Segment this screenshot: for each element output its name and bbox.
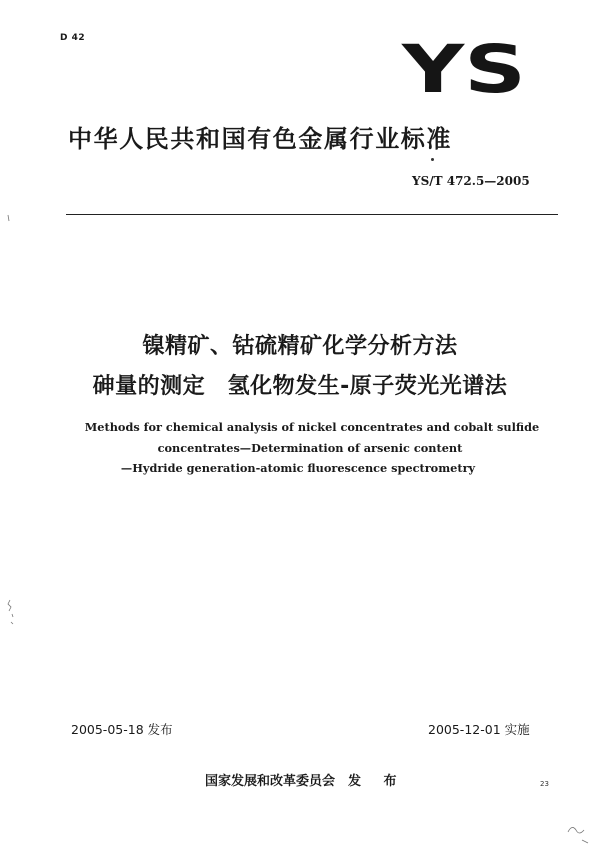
title-english-line-2: concentrates—Determination of arsenic content bbox=[157, 441, 463, 455]
standard-number: YS/T 472.5—2005 bbox=[412, 174, 530, 188]
scan-speck bbox=[568, 827, 584, 833]
title-english-line-1: Methods for chemical analysis of nickel concentrates and cobalt sulfide bbox=[84, 420, 540, 434]
scan-speck bbox=[8, 215, 9, 221]
dot-mark bbox=[431, 158, 434, 161]
header-divider bbox=[66, 214, 558, 215]
classification-code: D 42 bbox=[60, 33, 86, 43]
scan-speck bbox=[8, 600, 11, 611]
ys-logo-text: YS bbox=[400, 36, 526, 96]
organization-title: 中华人民共和国有色金属行业标准 bbox=[68, 125, 452, 153]
implementation-date: 2005-12-01 实施 bbox=[428, 722, 530, 737]
ys-logo bbox=[400, 36, 528, 96]
issue-date: 2005-05-18 发布 bbox=[71, 722, 173, 737]
title-english-line-3: —Hydride generation-atomic fluorescence spectrometry bbox=[120, 461, 476, 475]
title-chinese-line-2: 砷量的测定 氢化物发生-原子荧光光谱法 bbox=[92, 374, 508, 399]
scan-speck bbox=[11, 614, 13, 624]
title-chinese-line-1: 镍精矿、钴硫精矿化学分析方法 bbox=[142, 334, 458, 359]
page-number: 23 bbox=[540, 780, 549, 788]
scan-speck bbox=[582, 840, 588, 843]
issuing-authority: 国家发展和改革委员会 发 布 bbox=[205, 774, 397, 789]
